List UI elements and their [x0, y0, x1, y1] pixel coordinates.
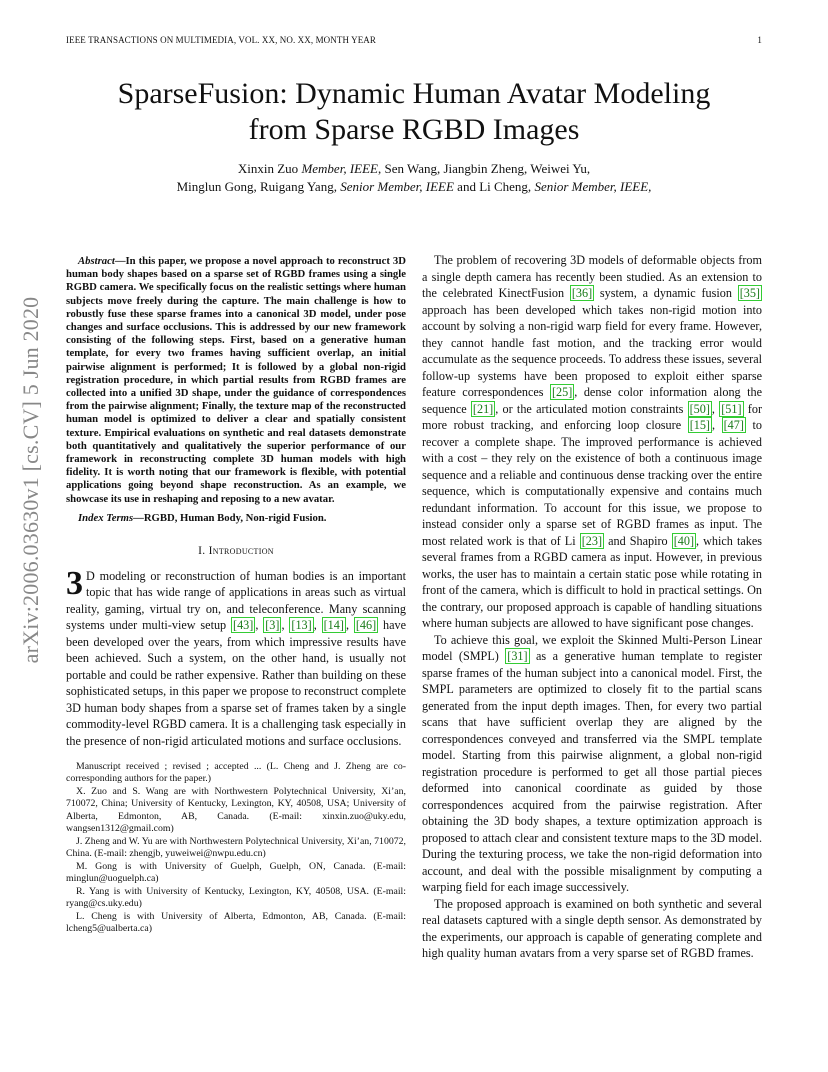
citation-link[interactable]: [25] [551, 385, 573, 399]
citation-link[interactable]: [50] [689, 401, 710, 416]
author-line-2 [40, 178, 788, 196]
footnote: X. Zuo and S. Wang are with Northwestern Polytechnical University, Xi’an, 710072, China; University of Kentucky, Lexington, KY, 40508, USA; University of Alberta, Edmonton, AB, Canada. (E-mail: xinxin.zuo@uky.edu, wangsen1312@gmail.com) [66, 786, 406, 835]
title-line-1: SparseFusion: Dynamic Human Avatar Modeling [117, 77, 711, 110]
journal-name: IEEE TRANSACTIONS ON MULTIMEDIA, VOL. XX, NO. XX, MONTH YEAR [66, 35, 376, 45]
author-membership: Senior Member, IEEE [340, 179, 454, 194]
left-column [66, 255, 406, 936]
text-run: , [345, 618, 354, 633]
abstract-text: —In this paper, we propose a novel approach to reconstruct 3D human body shapes based on a sparse set of RGBD frames using a single RGBD camera. We specifically focus on the realistic settings where human subjects move freely during the capture. The main challenge is how to robustly fuse these sparse frames into a canonical 3D model, under pose changes and surface occlusions. This is addressed by our new framework consisting of the following steps. First, based on a generative human template, for every two frames having sufficient overlap, an initial pairwise alignment is performed; It is followed by a global non-rigid registration procedure, in which partial results from RGBD frames are collected into a unified 3D shape, under the guidance of correspondences from the pairwise alignment; Finally, the texture map of the reconstructed human model is optimized to deliver a clear and spatially consistent texture. Empirical evaluations on synthetic and real datasets demonstrate both quantitatively and qualitatively the superior performance of our framework in reconstructing complete 3D human models with high fidelity. It is worth noting that our framework is flexible, with potential applications going beyond shape reconstruction. As an example, we showcase its use in reshaping and reposing to a new avatar. [66, 255, 406, 505]
citation-link[interactable]: [3] [265, 618, 280, 633]
text-run: to recover a complete shape. The improved performance is achieved with a cost – they rely on the existence of both a continuous image sequence and a reliable and continuous dense tracking over the entire sequence, which is computationally expensive and contains much redundant information. To account for this issue, we propose to instead consider only a sparse set of RGBD frames as input. The most related work is that of Li [422, 418, 762, 548]
intro-paragraph [66, 564, 407, 750]
section-title: Introduction [208, 545, 274, 558]
author-names: , Sen Wang, Jiangbin Zheng, Weiwei Yu, [377, 161, 591, 176]
section-number: I. [198, 545, 209, 558]
citation-link[interactable]: [43] [233, 618, 254, 633]
author-names: Xinxin Zuo [237, 161, 302, 176]
text-run: , [711, 401, 720, 416]
text-run: system, a dynamic fusion [594, 286, 738, 300]
body-paragraph [422, 632, 762, 896]
author-membership: Senior Member, IEEE, [534, 179, 652, 194]
citation-link[interactable]: [21] [472, 401, 494, 416]
text-run: , [255, 618, 264, 633]
text-run: The problem of recovering 3D models of deformable objects from a single depth camera has recently been studied. As an extension to the celebrated KinectFusion [422, 253, 762, 300]
author-line-1 [40, 160, 788, 178]
citation-link[interactable]: [35] [739, 286, 760, 300]
text-run: , [313, 618, 322, 633]
text-run: The proposed approach is examined on both synthetic and several real datasets captured with a single depth sensor. As demonstrated by the experiments, our approach is capable of generating complete and high quality human avatars from a very sparse set of RGBD frames. [422, 896, 762, 960]
text-run: and Shapiro [604, 533, 672, 548]
text-run: , dense color information along the sequence [422, 385, 762, 416]
citation-link[interactable]: [15] [689, 418, 710, 432]
text-run: , [712, 418, 722, 432]
text-run: for more robust tracking, and enforcing loop closure [422, 401, 763, 432]
text-run: have been developed over the years, from which impressive results have been achieved. Such a system, on the other hand, is usually not portable and could be rather expensive. Rather than building on these sophisticated setups, in this paper we propose to reconstruct complete 3D human body shapes from a sparse set of frames taken by a single commodity-level RGBD camera. It is a challenging task especially in the presence of non-rigid articulated motions and surface occlusions. [66, 618, 407, 748]
text-run: approach has been developed which takes non-rigid motion into account by solving a non-rigid warp field for every frame. However, they cannot handle fast motion, and the tracking error would accumulate as the sequence proceeds. To address these issues, several follow-up systems have been proposed to exploit either sparse feature correspondences [422, 302, 762, 399]
citation-link[interactable]: [23] [581, 533, 603, 548]
citation-link[interactable]: [14] [323, 618, 344, 633]
text-run: To achieve this goal, we exploit the Skinned Multi-Person Linear model (SMPL) [422, 632, 762, 663]
footnote: M. Gong is with University of Guelph, Guelph, ON, Canada. (E-mail: minglun@uoguelph.ca) [66, 860, 406, 885]
body-paragraph [422, 896, 762, 962]
citation-link[interactable]: [40] [673, 533, 695, 548]
citation-link[interactable]: [46] [355, 618, 377, 633]
footnotes [66, 761, 406, 936]
index-terms-label: Index Terms [78, 511, 134, 524]
arxiv-stamp [6, 296, 56, 664]
text-run: as a generative human template to register sparse frames of the human subject into a canonical model. First, the SMPL parameters are optimized to closely fit to the partial scans generated from the input depth images. Then, for every two partial scans that have sufficient overlap they are aligned by the correspondences conveyed and transferred via the SMPL template model. Starting from this pairwise alignment, a global non-rigid registration procedure is performed to get all those partial pieces deformed into canonical coordinate as guided by those correspondences acquired from the pairwise registration. After obtaining the 3D body shapes, a texture optimization approach is proposed to attach clear and consistent texture maps to the 3D model. During the texturing process, we take the non-rigid deformation into account, and deal with the possible misalignment by computing a warping field for each image successively. [422, 649, 762, 894]
footnote: Manuscript received ; revised ; accepted ... (L. Cheng and J. Zheng are co-corresponding authors for the paper.) [66, 761, 406, 785]
paper-title [40, 76, 788, 148]
citation-link[interactable]: [31] [507, 649, 528, 663]
right-column [422, 252, 762, 962]
author-names: Minglun Gong, Ruigang Yang, [176, 179, 341, 194]
footnote: L. Cheng is with University of Alberta, Edmonton, AB, Canada. (E-mail: lcheng5@ualberta.ca) [66, 911, 406, 935]
title-line-2: from Sparse RGBD Images [248, 113, 580, 146]
author-list [40, 160, 788, 196]
citation-link[interactable]: [47] [723, 418, 744, 432]
arxiv-identifier: arXiv:2006.03630v1 [cs.CV] 5 Jun 2020 [18, 296, 43, 664]
text-run: , which takes several frames from a RGBD camera as input. However, in previous works, the user has to maintain a certain static pose while rotating in front of the camera, which is difficult to hold in practical settings. On the contrary, our proposed approach is capable of handling situations where human subjects are allowed to have significant pose changes. [422, 533, 763, 630]
citation-link[interactable]: [13] [291, 618, 312, 633]
index-terms [66, 512, 406, 525]
citation-link[interactable]: [36] [571, 286, 593, 300]
page-number: 1 [757, 35, 762, 45]
body-paragraph [422, 252, 762, 632]
running-header [66, 35, 762, 47]
text-run: , or the articulated motion constraints [495, 401, 688, 416]
drop-cap: 3 [66, 564, 83, 602]
abstract [66, 255, 406, 506]
abstract-label: Abstract [78, 255, 115, 267]
author-names: and Li Cheng, [453, 179, 535, 194]
citation-link[interactable]: [51] [721, 401, 742, 416]
text-run: D modeling or reconstruction of human bodies is an important topic that has wide range of applications in areas such as virtual reality, gaming, virtual try on, and teleconference. Many scanning systems under multi-view setup [66, 568, 406, 633]
text-run: , [281, 618, 290, 633]
author-membership: Member, IEEE [301, 161, 378, 176]
index-terms-text: —RGBD, Human Body, Non-rigid Fusion. [133, 511, 327, 524]
footnote: R. Yang is with University of Kentucky, Lexington, KY, 40508, USA. (E-mail: ryang@cs.uky.edu) [66, 886, 406, 910]
footnote: J. Zheng and W. Yu are with Northwestern Polytechnical University, Xi’an, 710072, China. (E-mail: zhengjb, yuweiwei@nwpu.edu.cn) [66, 835, 406, 860]
section-heading [66, 543, 406, 560]
